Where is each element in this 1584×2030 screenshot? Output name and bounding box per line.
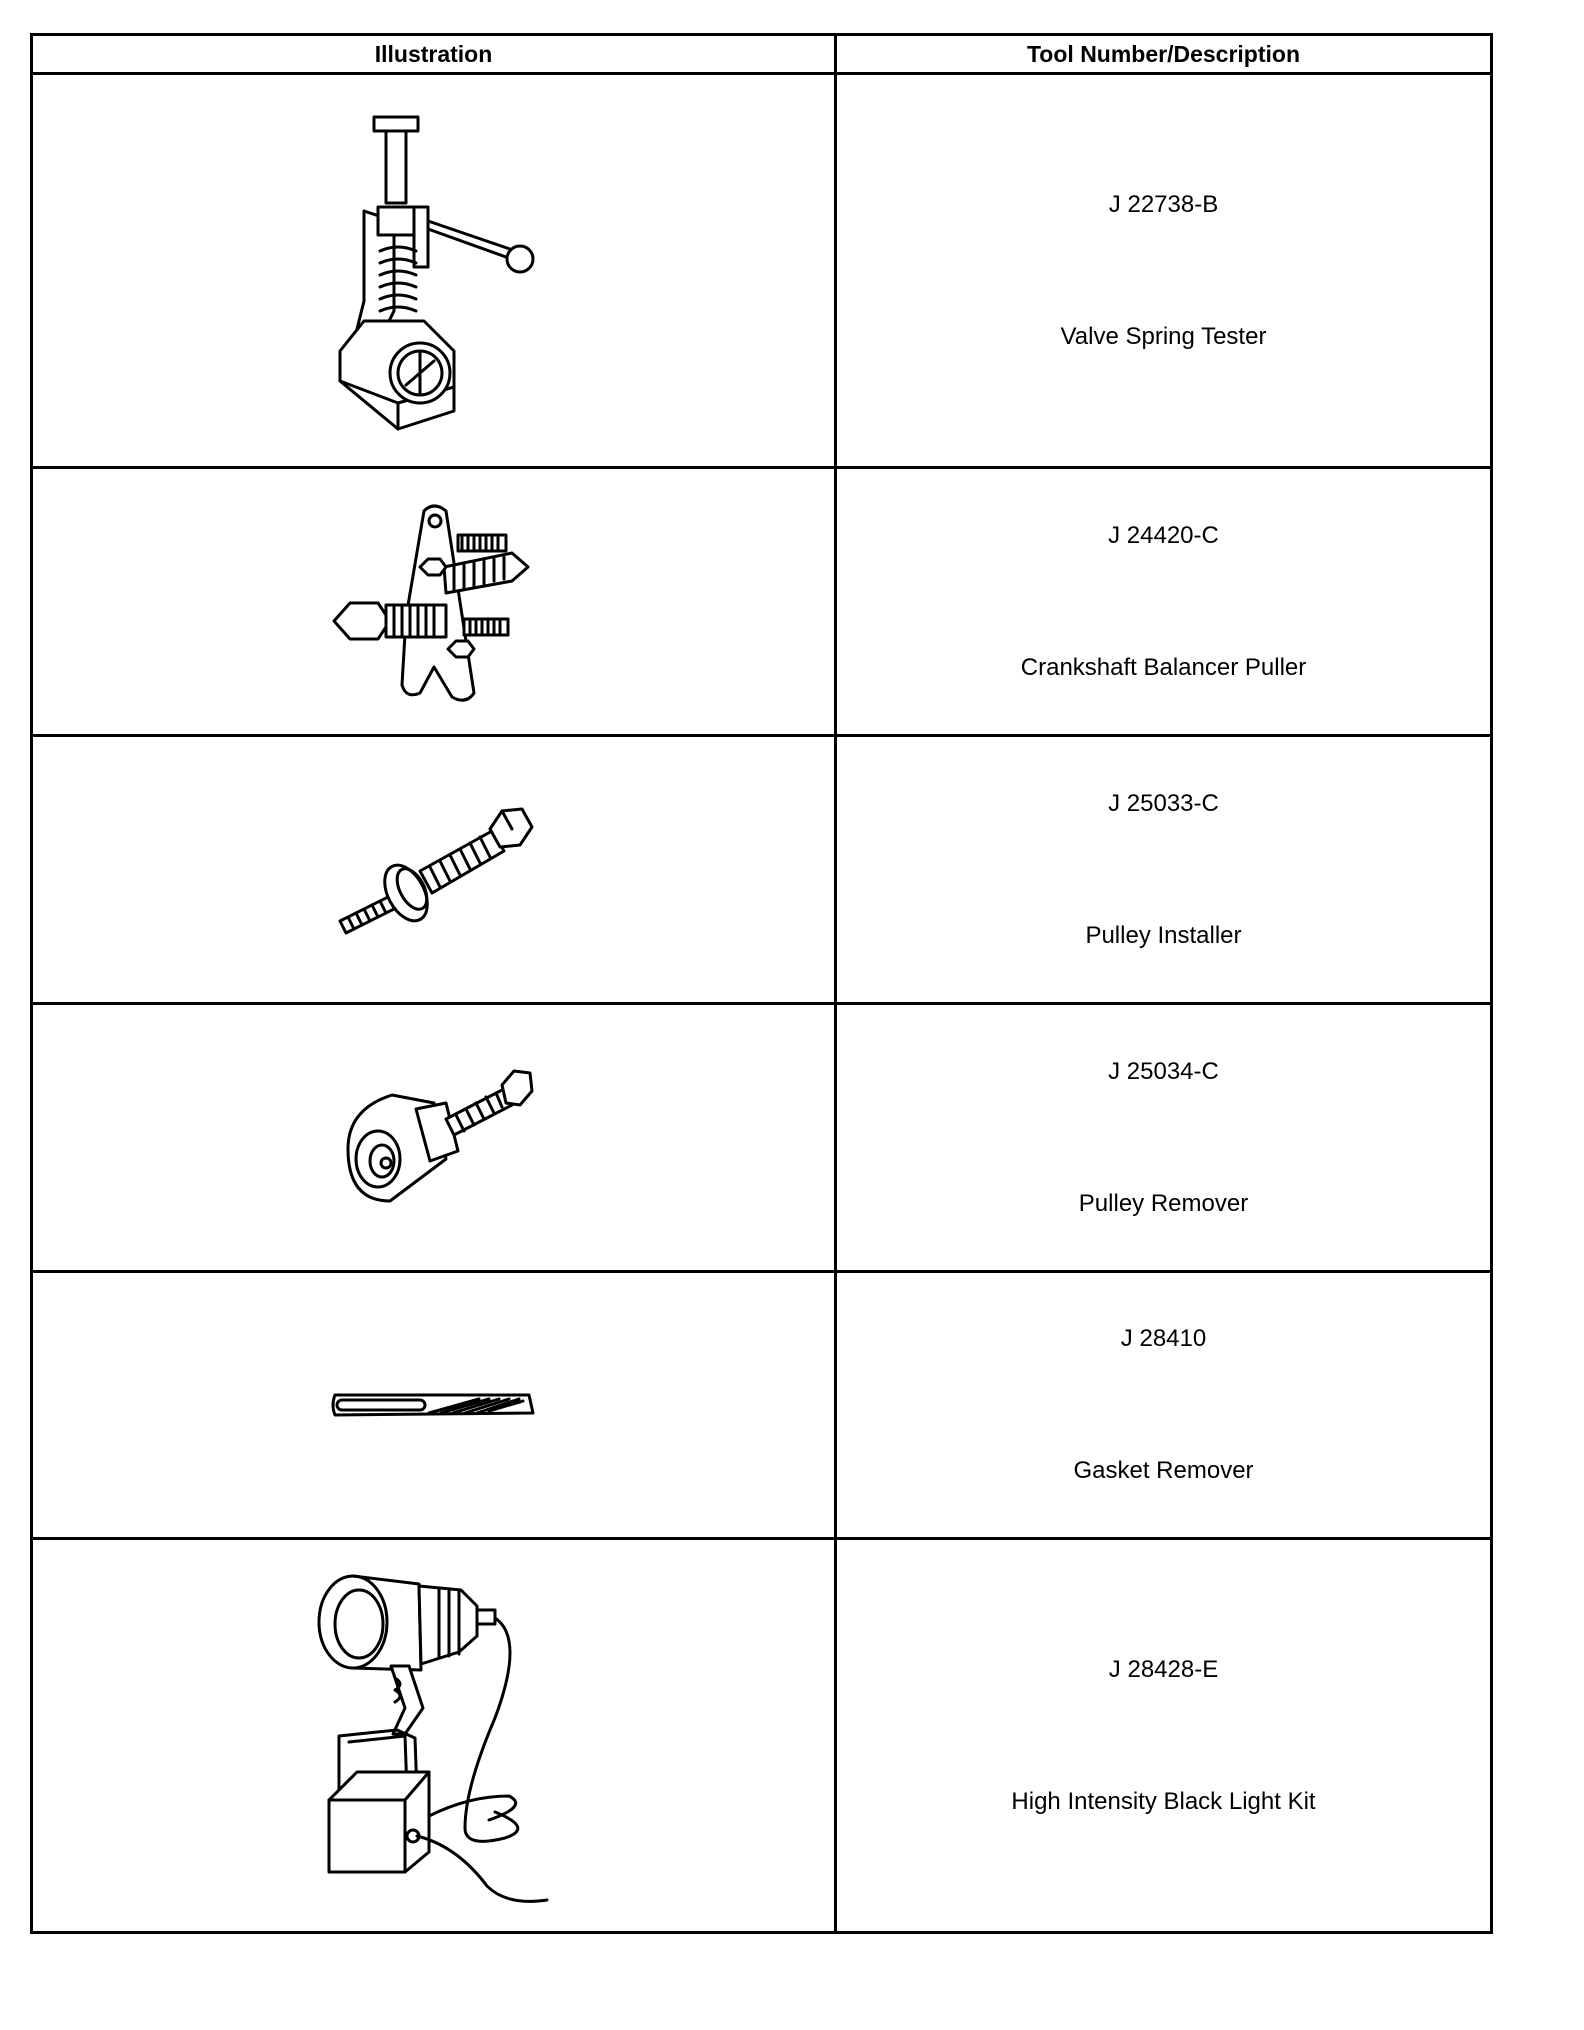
description-cell (836, 468, 1492, 736)
valve-spring-tester-icon (314, 111, 554, 431)
table-row (32, 1272, 1492, 1539)
pulley-installer-icon (334, 795, 534, 945)
table-row (32, 74, 1492, 468)
tool-number: J 24420-C (1108, 521, 1219, 549)
table-row (32, 736, 1492, 1004)
description-cell (836, 736, 1492, 1004)
table-row (32, 1004, 1492, 1272)
description-cell (836, 1539, 1492, 1933)
balancer-puller-icon (324, 497, 544, 707)
tool-description: High Intensity Black Light Kit (1011, 1787, 1316, 1815)
tool-number: J 25033-C (1108, 789, 1219, 817)
illustration-cell (32, 1004, 836, 1272)
tool-description: Crankshaft Balancer Puller (1020, 653, 1307, 681)
illustration-cell (32, 1539, 836, 1933)
table-row (32, 1539, 1492, 1933)
header-row (32, 35, 1492, 74)
tool-description: Pulley Installer (1085, 921, 1242, 949)
tool-number: J 28410 (1120, 1325, 1207, 1352)
illustration-cell (32, 736, 836, 1004)
header-illustration: Illustration (32, 35, 836, 74)
tool-description: Pulley Remover (1078, 1189, 1249, 1217)
black-light-kit-icon (309, 1566, 559, 1906)
table-row (32, 468, 1492, 736)
tool-description: Gasket Remover (1073, 1457, 1254, 1484)
illustration-cell (32, 74, 836, 468)
tool-table (30, 33, 1493, 1934)
description-cell (836, 1004, 1492, 1272)
header-tool-number-description: Tool Number/Description (836, 35, 1492, 74)
tool-number: J 28428-E (1108, 1655, 1219, 1683)
illustration-cell (32, 1272, 836, 1539)
gasket-remover-icon (329, 1385, 539, 1425)
tool-number: J 25034-C (1108, 1057, 1219, 1085)
description-cell (836, 1272, 1492, 1539)
illustration-cell (32, 468, 836, 736)
pulley-remover-icon (334, 1063, 534, 1213)
description-cell (836, 74, 1492, 468)
tool-description: Valve Spring Tester (1060, 322, 1267, 350)
tool-number: J 22738-B (1108, 190, 1219, 218)
